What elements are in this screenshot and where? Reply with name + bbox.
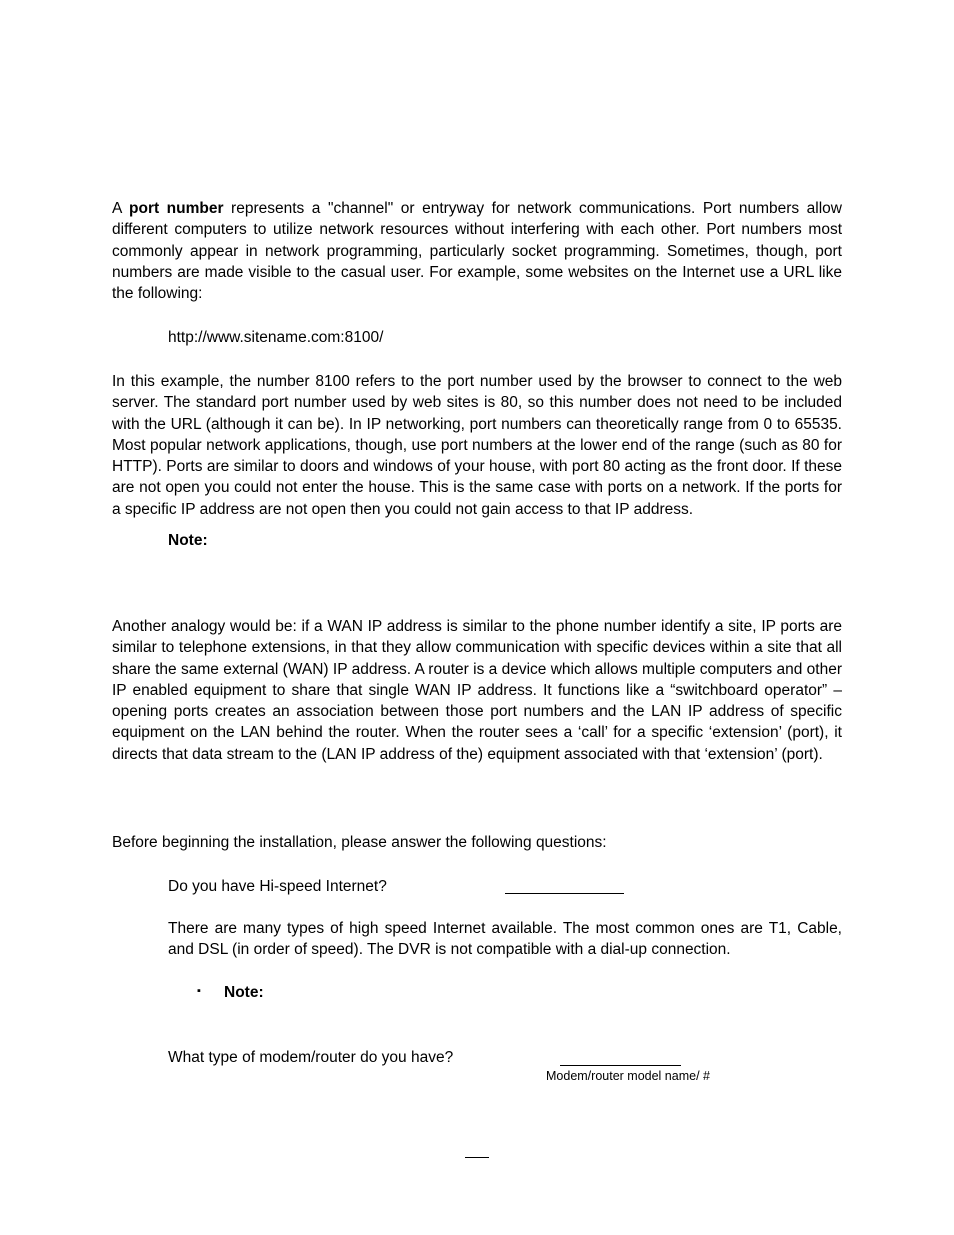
- paragraph-internet-types: There are many types of high speed Internet available. The most common ones are T1, Cable, and DSL (in order of speed). The DVR is not compatible with a dial-up connection.: [168, 920, 842, 959]
- example-url: http://www.sitename.com:8100/: [168, 329, 384, 346]
- paragraph-port-number-intro: [112, 198, 842, 304]
- term-port-number: port number: [129, 200, 224, 217]
- para1-lead: A: [112, 200, 130, 217]
- question-modem-router: What type of modem/router do you have?: [168, 1049, 454, 1066]
- paragraph-analogy: Another analogy would be: if a WAN IP address is similar to the phone number identify a site, IP ports are similar to telephone extensions, in that they allow communication with specific devices within a site that all share the same external (WAN) IP address. A router is a device which allows multiple computers and other IP enabled equipment to share that single WAN IP address. It functions like a “switchboard operator” – opening ports creates an association between those port numbers and the LAN IP address of specific equipment on the LAN behind the router. When the router sees a ‘call’ for a specific ‘extension’ (port), it directs that data stream to the (LAN IP address of the) equipment associated with that ‘extension’ (port).: [112, 618, 842, 763]
- answer-blank-modem[interactable]: [560, 1065, 681, 1066]
- question-hi-speed-internet: Do you have Hi-speed Internet?: [168, 878, 387, 895]
- paragraph-port-explanation: In this example, the number 8100 refers to the port number used by the browser to connect to the web server. The standard port number used by web sites is 80, so this number does not need to be included with the URL (although it can be). In IP networking, port numbers can theoretically range from 0 to 65535. Most popular network applications, though, use port numbers at the lower end of the range (such as 80 for HTTP). Ports are similar to doors and windows of your house, with port 80 acting as the front door. If these are not open you could not enter the house. This is the same case with ports on a network. If the ports for a specific IP address are not open then you could not gain access to that IP address.: [112, 373, 842, 518]
- note-label-2: Note:: [224, 984, 264, 1001]
- note-label-1: Note:: [168, 532, 208, 549]
- questions-intro: Before beginning the installation, please answer the following questions:: [112, 834, 607, 851]
- modem-model-caption: Modem/router model name/ #: [546, 1069, 710, 1083]
- page-number-underline: [465, 1157, 489, 1158]
- bullet-square-icon: ▪: [197, 985, 201, 997]
- para1-rest: represents a "channel" or entryway for network communications. Port numbers allow different computers to utilize network resources without interfering with each other. Port numbers most commonly appear in network programming, particularly socket programming. Sometimes, though, port numbers are made visible to the casual user. For example, some websites on the Internet use a URL like the following:: [112, 200, 842, 303]
- answer-blank-internet[interactable]: [505, 893, 624, 894]
